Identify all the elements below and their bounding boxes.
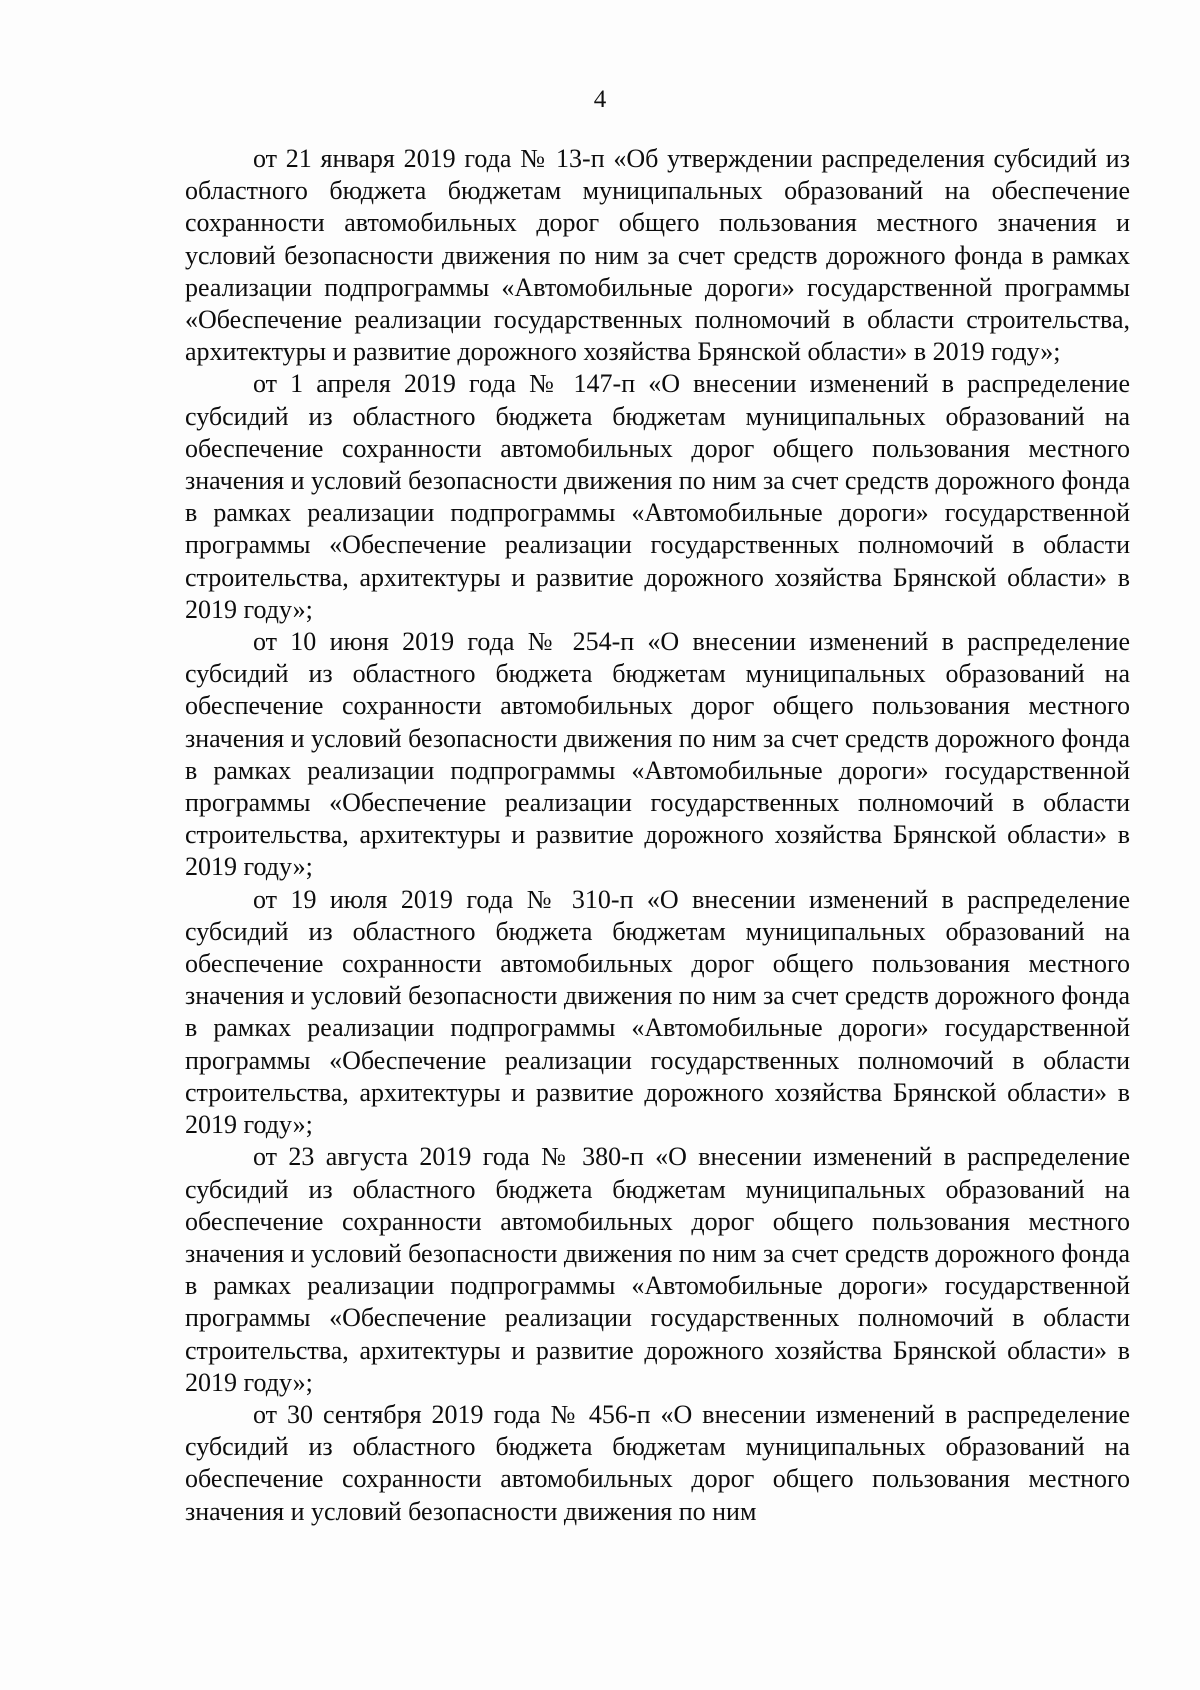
paragraph-decree-380: от 23 августа 2019 года № 380-п «О внесении изменений в распределение субсидий из областного бюджета бюджетам муниципальных образований на обеспечение сохранности автомобильных дорог общего пользования местного значения и условий безопасности движения по ним за счет средств дорожного фонда в рамках реализации подпрограммы «Автомобильные дороги» государственной программы «Обеспечение реализации государственных полномочий в области строительства, архитектуры и развитие дорожного хозяйства Брянской области» в 2019 году»; xyxy=(185,1142,1130,1397)
page-number: 4 xyxy=(593,86,607,113)
paragraph-decree-13: от 21 января 2019 года № 13-п «Об утверждении распределения субсидий из областного бюджета бюджетам муниципальных образований на обеспечение сохранности автомобильных дорог общего пользования местного значения и условий безопасности движения по ним за счет средств дорожного фонда в рамках реализации подпрограммы «Автомобильные дороги» государственной программы «Обеспечение реализации государственных полномочий в области строительства, архитектуры и развитие дорожного хозяйства Брянской области» в 2019 году»; xyxy=(185,144,1130,367)
document-body xyxy=(185,143,1130,1528)
paragraph-decree-254: от 10 июня 2019 года № 254-п «О внесении изменений в распределение субсидий из областного бюджета бюджетам муниципальных образований на обеспечение сохранности автомобильных дорог общего пользования местного значения и условий безопасности движения по ним за счет средств дорожного фонда в рамках реализации подпрограммы «Автомобильные дороги» государственной программы «Обеспечение реализации государственных полномочий в области строительства, архитектуры и развитие дорожного хозяйства Брянской области» в 2019 году»; xyxy=(185,627,1130,882)
paragraph-decree-456: от 30 сентября 2019 года № 456-п «О внесении изменений в распределение субсидий из областного бюджета бюджетам муниципальных образований на обеспечение сохранности автомобильных дорог общего пользования местного значения и условий безопасности движения по ним xyxy=(185,1399,1130,1526)
paragraph-decree-147: от 1 апреля 2019 года № 147-п «О внесении изменений в распределение субсидий из областного бюджета бюджетам муниципальных образований на обеспечение сохранности автомобильных дорог общего пользования местного значения и условий безопасности движения по ним за счет средств дорожного фонда в рамках реализации подпрограммы «Автомобильные дороги» государственной программы «Обеспечение реализации государственных полномочий в области строительства, архитектуры и развитие дорожного хозяйства Брянской области» в 2019 году»; xyxy=(185,369,1130,624)
paragraph-decree-310: от 19 июля 2019 года № 310-п «О внесении изменений в распределение субсидий из областного бюджета бюджетам муниципальных образований на обеспечение сохранности автомобильных дорог общего пользования местного значения и условий безопасности движения по ним за счет средств дорожного фонда в рамках реализации подпрограммы «Автомобильные дороги» государственной программы «Обеспечение реализации государственных полномочий в области строительства, архитектуры и развитие дорожного хозяйства Брянской области» в 2019 году»; xyxy=(185,884,1130,1140)
